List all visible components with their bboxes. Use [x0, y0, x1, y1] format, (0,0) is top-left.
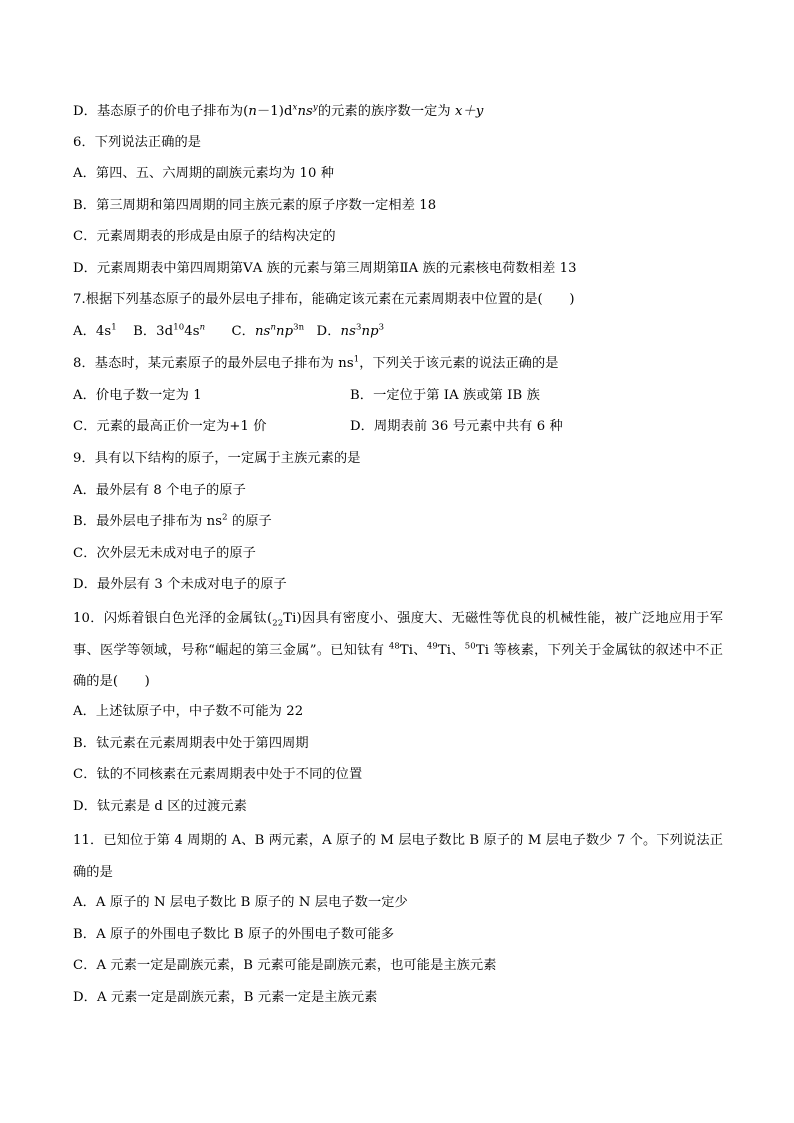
- q9-stem: 9．具有以下结构的原子，一定属于主族元素的是: [73, 451, 361, 466]
- q11-option-a: A．A 原子的 N 层电子数比 B 原子的 N 层电子数一定少: [73, 895, 408, 910]
- q10-option-c: C．钛的不同核素在元素周期表中处于不同的位置: [73, 767, 363, 782]
- q11-option-b: B．A 原子的外围电子数比 B 原子的外围电子数可能多: [73, 927, 395, 942]
- q5-d-expr: x＋y: [455, 104, 484, 119]
- q9-option-b: B．最外层电子排布为 $ns^2$ 的原子: [73, 512, 272, 529]
- q11-stem: 11．已知位于第 4 周期的 A、B 两元素，A 原子的 M 层电子数比 B 原子的 M 层电子数少 7 个。下列说法正确的是: [73, 833, 723, 880]
- q7-option-a: A．$4s^1$: [73, 322, 117, 339]
- q5-d-text: D．基态原子的价电子排布为(: [73, 104, 249, 119]
- q8-option-d: D．周期表前 36 号元素中共有 6 种: [350, 419, 563, 434]
- q7-option-b: B．$3d^{10}4s^n$: [133, 322, 206, 339]
- q5-d-sup-y: y: [312, 102, 318, 113]
- q6-option-d: D．元素周期表中第四周期第ⅤA 族的元素与第三周期第ⅡA 族的元素核电荷数相差 13: [73, 261, 577, 276]
- q10-option-a: A．上述钛原子中，中子数不可能为 22: [73, 704, 304, 719]
- q5-d-var-n: n: [297, 104, 307, 119]
- q5-d-text: －1)d: [256, 104, 293, 119]
- q7-options: [73, 322, 384, 342]
- q6-option-a: A．第四、五、六周期的副族元素均为 10 种: [73, 166, 335, 181]
- q8-option-c: C．元素的最高正价一定为+1 价: [73, 419, 267, 434]
- q7-option-c: C．$ns^nnp^{3n}$: [231, 322, 305, 339]
- q9-option-c: C．次外层无未成对电子的原子: [73, 546, 256, 561]
- q11-option-c: C．A 元素一定是副族元素，B 元素可能是副族元素，也可能是主族元素: [73, 958, 497, 973]
- q7-stem: 7.根据下列基态原子的最外层电子排布，能确定该元素在元素周期表中位置的是( ): [73, 292, 575, 307]
- q6-option-b: B．第三周期和第四周期的同主族元素的原子序数一定相差 18: [73, 198, 437, 213]
- q5-d-text: 的元素的族序数一定为: [317, 104, 455, 119]
- q5-option-d: [73, 102, 483, 122]
- q9-option-d: D．最外层有 3 个未成对电子的原子: [73, 577, 287, 592]
- q10-stem: 10．闪烁着银白色光泽的金属钛$(_{22}Ti)$因具有密度小、强度大、无磁性等优良的机械性能，被广泛地应用于军事、医学等领域，号称“崛起的第三金属”。已知钛有 $^{48}$Ti、$^{49}$Ti、$^{50}$Ti 等核素，下列关于金属钛的叙述中不正确的是( ): [73, 611, 723, 689]
- q8-stem: 8．基态时，某元素原子的最外层电子排布为 $ns^1$，下列关于该元素的说法正确的是: [73, 354, 559, 371]
- q7-option-d: D．$ns^3np^3$: [316, 322, 385, 339]
- q6-stem: 6．下列说法正确的是: [73, 135, 202, 150]
- q5-d-sup-x: x: [292, 102, 298, 113]
- q9-option-a: A．最外层有 8 个电子的原子: [73, 483, 246, 498]
- q5-d-var-n: n: [248, 104, 257, 119]
- q11-option-d: D．A 元素一定是副族元素，B 元素一定是主族元素: [73, 990, 378, 1005]
- q8-option-b: B．一定位于第 IA 族或第 IB 族: [350, 388, 540, 403]
- q10-option-b: B．钛元素在元素周期表中处于第四周期: [73, 736, 309, 751]
- q8-option-a: A．价电子数一定为 1: [73, 388, 202, 403]
- q5-d-var-s: s: [306, 104, 313, 119]
- q10-option-d: D．钛元素是 d 区的过渡元素: [73, 799, 247, 814]
- q6-option-c: C．元素周期表的形成是由原子的结构决定的: [73, 229, 336, 244]
